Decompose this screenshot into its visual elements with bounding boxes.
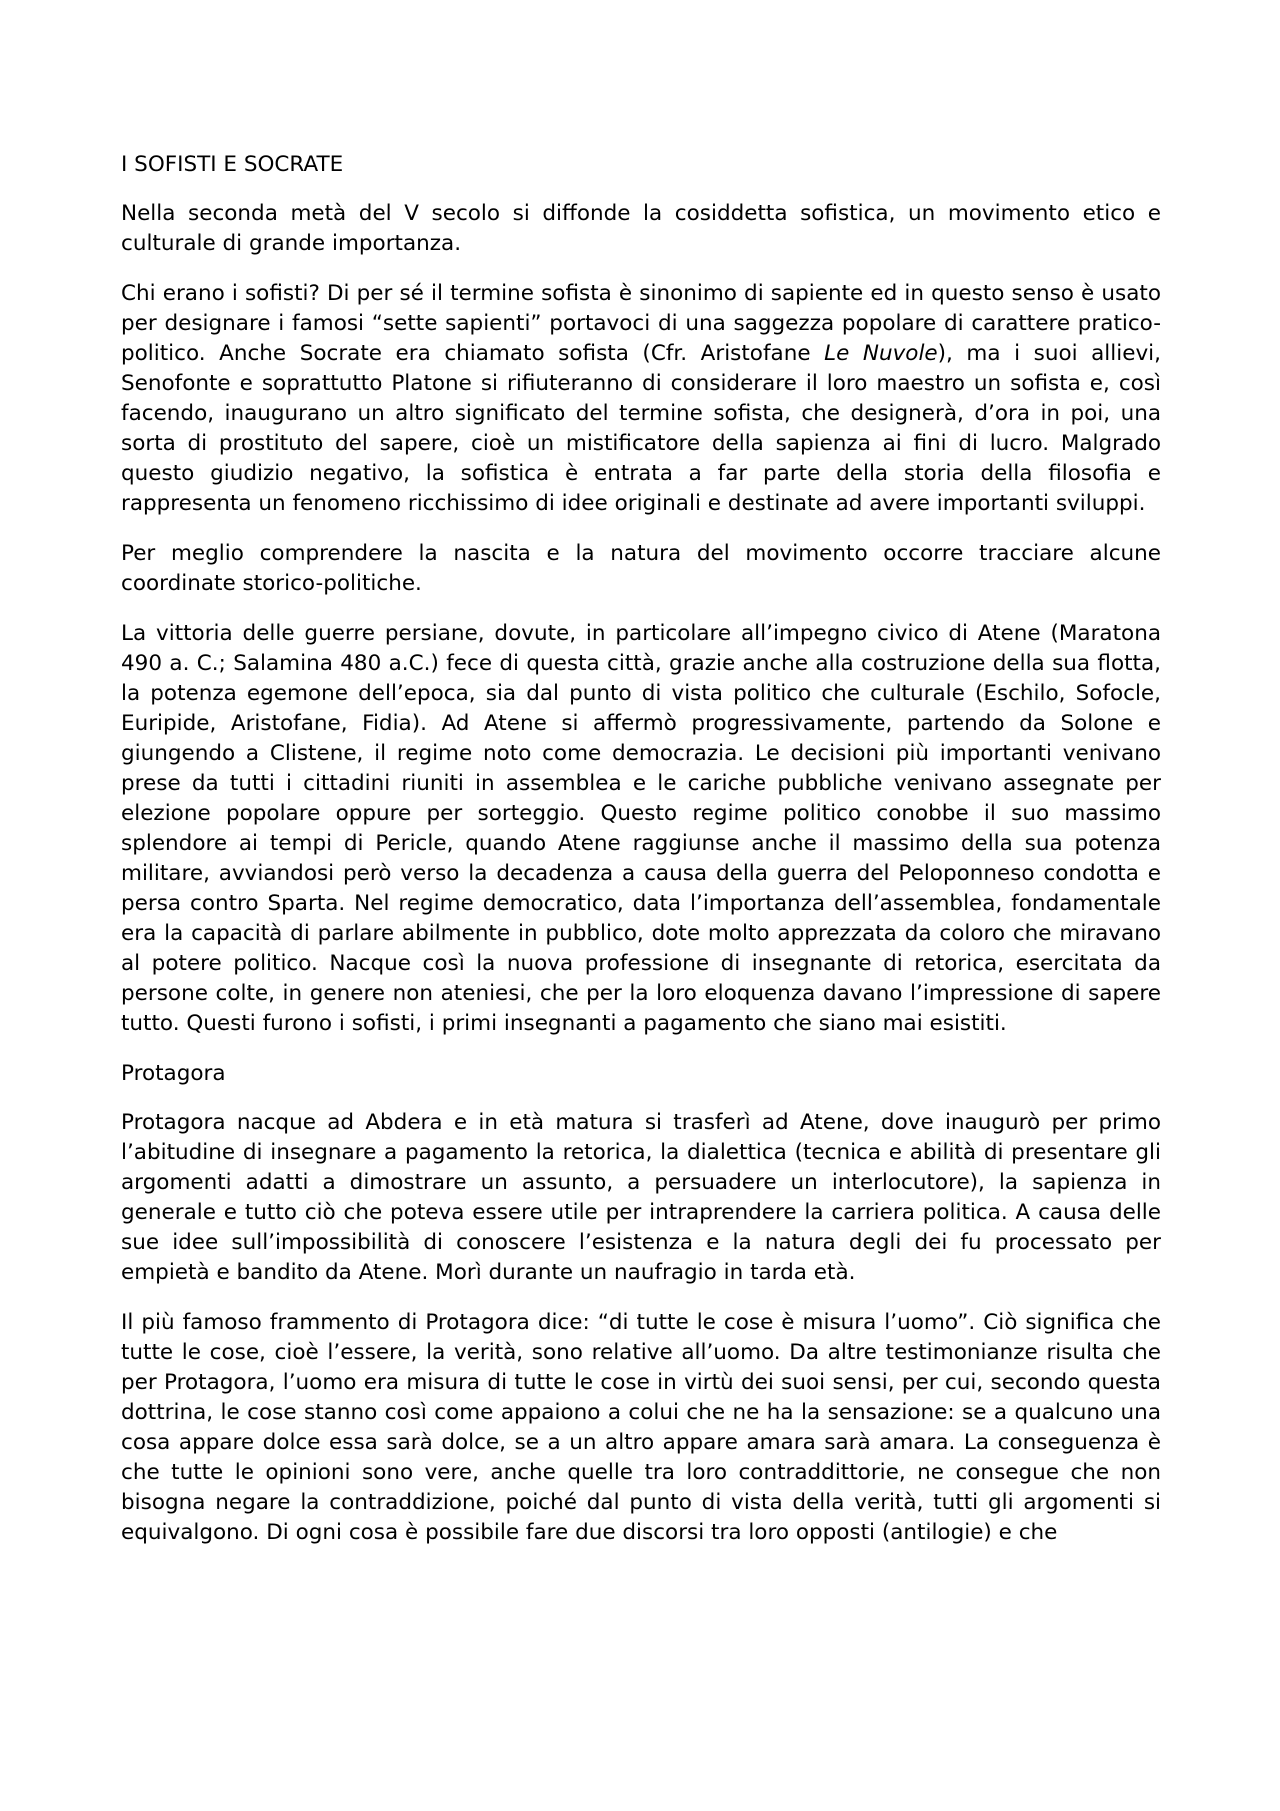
paragraph-coordinate: Per meglio comprendere la nascita e la natura del movimento occorre tracciare alcune coordinate storico-politiche. [121, 541, 1161, 596]
paragraph-sofisti-part-2: ), ma i suoi allievi, Senofonte e soprattutto Platone si rifiuteranno di considerare il loro maestro un sofista e, così facendo, inaugurano un altro significato del termine sofista, che designerà, d’ora in poi, una sorta di prostituto del sapere, cioè un mistificatore della sapienza ai fini di lucro. Malgrado questo giudizio negativo, la sofistica è entrata a far parte della storia della filosofia e rappresenta un fenomeno ricchissimo di idee originali e destinate ad avere importanti sviluppi. [121, 341, 1161, 516]
paragraph-atene: La vittoria delle guerre persiane, dovute, in particolare all’impegno civico di Atene (Maratona 490 a. C.; Salamina 480 a.C.) fece di questa città, grazie anche alla costruzione della sua flotta, la potenza egemone dell’epoca, sia dal punto di vista politico che culturale (Eschilo, Sofocle, Euripide, Aristofane, Fidia). Ad Atene si affermò progressivamente, partendo da Solone e giungendo a Clistene, il regime noto come democrazia. Le decisioni più importanti venivano prese da tutti i cittadini riuniti in assemblea e le cariche pubbliche venivano assegnate per elezione popolare oppure per sorteggio. Questo regime politico conobbe il suo massimo splendore ai tempi di Pericle, quando Atene raggiunse anche il massimo della sua potenza militare, avviandosi però verso la decadenza a causa della guerra del Peloponneso condotta e persa contro Sparta. Nel regime democratico, data l’importanza dell’assemblea, fondamentale era la capacità di parlare abilmente in pubblico, dote molto apprezzata da coloro che miravano al potere politico. Nacque così la nuova professione di insegnante di retorica, esercitata da persone colte, in genere non ateniesi, che per la loro eloquenza davano l’impressione di sapere tutto. Questi furono i sofisti, i primi insegnanti a pagamento che siano mai esistiti. [121, 621, 1161, 1036]
paragraph-intro: Nella seconda metà del V secolo si diffonde la cosiddetta sofistica, un movimento etico e culturale di grande importanza. [121, 201, 1161, 256]
work-title-le-nuvole: Le Nuvole [824, 341, 938, 366]
paragraph-protagora-bio: Protagora nacque ad Abdera e in età matura si trasferì ad Atene, dove inaugurò per primo l’abitudine di insegnare a pagamento la retorica, la dialettica (tecnica e abilità di presentare gli argomenti adatti a dimostrare un assunto, a persuadere un interlocutore), la sapienza in generale e tutto ciò che poteva essere utile per intraprendere la carriera politica. A causa delle sue idee sull’impossibilità di conoscere l’esistenza e la natura degli dei fu processato per empietà e bandito da Atene. Morì durante un naufragio in tarda età. [121, 1110, 1161, 1285]
paragraph-sofisti [121, 279, 1161, 519]
paragraph-sofisti-part-1: Chi erano i sofisti? Di per sé il termine sofista è sinonimo di sapiente ed in questo senso è usato per designare i famosi “sette sapienti” portavoci di una saggezza popolare di carattere pratico-politico. Anche Socrate era chiamato sofista (Cfr. Aristofane [121, 281, 1161, 366]
section-heading-protagora: Protagora [121, 1061, 226, 1086]
paragraph-protagora-frammento: Il più famoso frammento di Protagora dice: “di tutte le cose è misura l’uomo”. Ciò significa che tutte le cose, cioè l’essere, la verità, sono relative all’uomo. Da altre testimonianze risulta che per Protagora, l’uomo era misura di tutte le cose in virtù dei suoi sensi, per cui, secondo questa dottrina, le cose stanno così come appaiono a colui che ne ha la sensazione: se a qualcuno una cosa appare dolce essa sarà dolce, se a un altro appare amara sarà amara. La conseguenza è che tutte le opinioni sono vere, anche quelle tra loro contraddittorie, ne consegue che non bisogna negare la contraddizione, poiché dal punto di vista della verità, tutti gli argomenti si equivalgono. Di ogni cosa è possibile fare due discorsi tra loro opposti (antilogie) e che [121, 1310, 1161, 1545]
document-page [121, 150, 1161, 1548]
document-title: I SOFISTI E SOCRATE [121, 152, 344, 177]
